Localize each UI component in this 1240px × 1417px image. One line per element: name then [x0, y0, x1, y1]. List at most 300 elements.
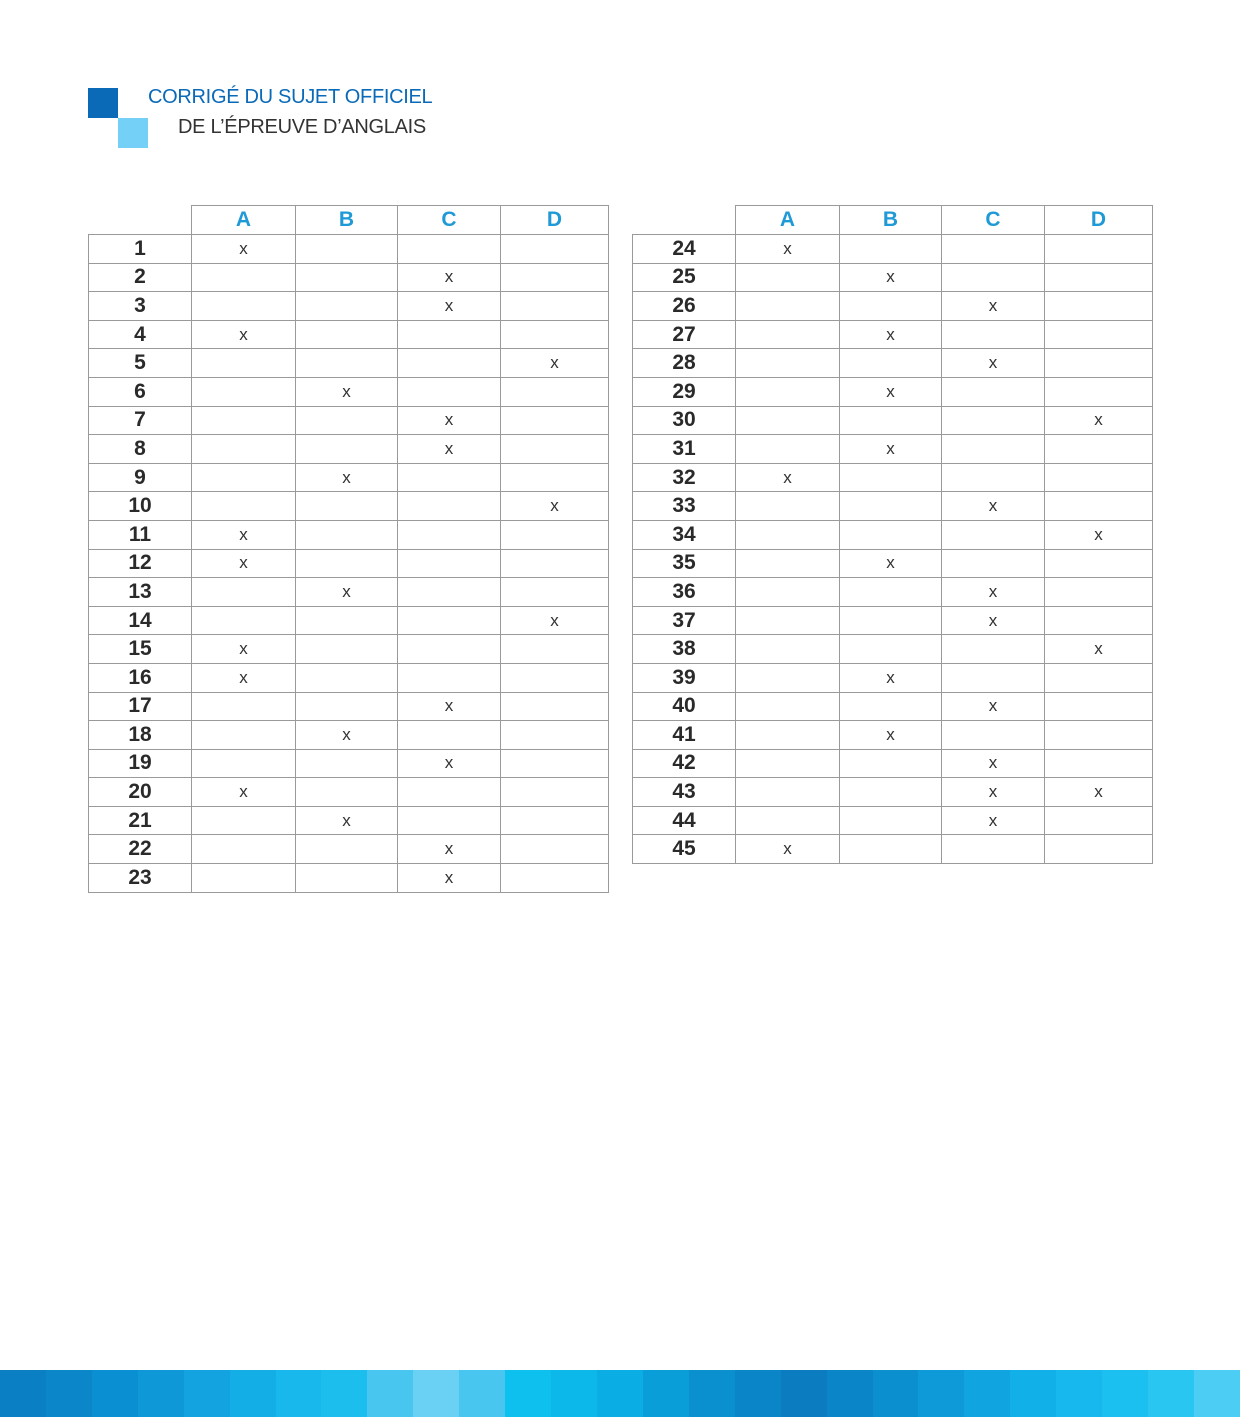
answer-cell-d [501, 778, 609, 807]
question-number: 9 [89, 463, 192, 492]
title-line-2: DE L’ÉPREUVE D’ANGLAIS [178, 116, 426, 138]
answer-cell-d [1045, 377, 1153, 406]
question-row [633, 606, 1153, 635]
question-number: 6 [89, 377, 192, 406]
question-number: 3 [89, 292, 192, 321]
answer-cell-a [736, 520, 840, 549]
question-row [89, 635, 609, 664]
question-row [633, 835, 1153, 864]
answer-cell-c [942, 549, 1045, 578]
answer-cell-d [1045, 578, 1153, 607]
question-row [633, 492, 1153, 521]
answer-cell-a: x [192, 320, 296, 349]
answer-cell-a: x [736, 463, 840, 492]
answer-cell-a: x [192, 663, 296, 692]
answer-cell-a [192, 692, 296, 721]
question-number: 5 [89, 349, 192, 378]
answer-cell-c: x [398, 692, 501, 721]
bar-segment [230, 1370, 276, 1417]
question-row [89, 349, 609, 378]
bar-segment [1194, 1370, 1240, 1417]
question-row [89, 292, 609, 321]
answer-cell-d [501, 235, 609, 264]
answer-cell-a: x [192, 520, 296, 549]
answer-cell-b: x [296, 578, 398, 607]
bar-segment [689, 1370, 735, 1417]
question-number: 35 [633, 549, 736, 578]
column-header-a: A [192, 206, 296, 235]
answer-cell-d [501, 806, 609, 835]
question-row [89, 520, 609, 549]
question-row [89, 578, 609, 607]
question-number: 18 [89, 721, 192, 750]
question-row [633, 721, 1153, 750]
bar-segment [551, 1370, 597, 1417]
answer-cell-d [1045, 492, 1153, 521]
answer-cell-b [840, 235, 942, 264]
answer-cell-b [296, 435, 398, 464]
answer-cell-d [501, 263, 609, 292]
answer-cell-a [192, 578, 296, 607]
answer-cell-a [736, 492, 840, 521]
question-number: 20 [89, 778, 192, 807]
answer-cell-b: x [296, 806, 398, 835]
question-number: 33 [633, 492, 736, 521]
answer-cell-c [942, 463, 1045, 492]
question-row [633, 377, 1153, 406]
answer-cell-c: x [942, 349, 1045, 378]
question-row [89, 864, 609, 893]
answer-cell-d [501, 635, 609, 664]
answer-cell-b: x [296, 377, 398, 406]
question-row [89, 663, 609, 692]
question-row [89, 463, 609, 492]
answer-cell-a [192, 377, 296, 406]
answer-cell-a [192, 721, 296, 750]
bar-segment [643, 1370, 689, 1417]
answer-cell-c: x [942, 606, 1045, 635]
answer-cell-d [1045, 320, 1153, 349]
answer-cell-a [192, 263, 296, 292]
answer-cell-a [192, 749, 296, 778]
question-row [89, 406, 609, 435]
answer-cell-d [1045, 435, 1153, 464]
answer-cell-a: x [736, 835, 840, 864]
answer-cell-a [192, 292, 296, 321]
question-number: 29 [633, 377, 736, 406]
answer-cell-c [942, 663, 1045, 692]
question-number: 26 [633, 292, 736, 321]
bar-segment [413, 1370, 459, 1417]
question-number: 12 [89, 549, 192, 578]
answer-cell-b [296, 235, 398, 264]
answer-cell-a [736, 377, 840, 406]
answer-cell-b [840, 749, 942, 778]
answer-cell-a [736, 721, 840, 750]
question-number: 41 [633, 721, 736, 750]
answer-cell-a [192, 349, 296, 378]
answer-cell-b [840, 806, 942, 835]
answer-cell-c [398, 463, 501, 492]
column-header-d: D [501, 206, 609, 235]
answer-cell-a [736, 806, 840, 835]
question-number: 14 [89, 606, 192, 635]
question-row [89, 492, 609, 521]
answer-cell-d [1045, 463, 1153, 492]
answer-cell-a [736, 578, 840, 607]
answer-cell-d [1045, 663, 1153, 692]
question-row [89, 435, 609, 464]
answer-cell-b [296, 292, 398, 321]
answer-cell-b [296, 406, 398, 435]
answer-cell-d [501, 520, 609, 549]
answer-cell-c: x [942, 492, 1045, 521]
answer-cell-c [942, 320, 1045, 349]
column-header-c: C [398, 206, 501, 235]
bar-segment [321, 1370, 367, 1417]
question-number: 38 [633, 635, 736, 664]
bar-segment [138, 1370, 184, 1417]
answer-cell-b [840, 292, 942, 321]
title-line-1: CORRIGÉ DU SUJET OFFICIEL [148, 86, 433, 108]
answer-cell-c [942, 235, 1045, 264]
answer-cell-a [736, 349, 840, 378]
question-number: 15 [89, 635, 192, 664]
question-row [633, 806, 1153, 835]
question-number: 27 [633, 320, 736, 349]
answer-cell-d [1045, 806, 1153, 835]
question-row [89, 377, 609, 406]
answer-cell-d [1045, 749, 1153, 778]
answer-cell-a [736, 663, 840, 692]
answer-cell-d [501, 692, 609, 721]
question-row [633, 263, 1153, 292]
answer-cell-d [501, 721, 609, 750]
answer-cell-c [398, 606, 501, 635]
answer-cell-c [398, 806, 501, 835]
answer-cell-c: x [942, 749, 1045, 778]
answer-cell-c [942, 406, 1045, 435]
answer-cell-b [840, 578, 942, 607]
question-row [633, 692, 1153, 721]
answer-cell-b [840, 520, 942, 549]
question-number: 23 [89, 864, 192, 893]
answer-cell-b [296, 663, 398, 692]
question-number: 4 [89, 320, 192, 349]
answer-cell-a [192, 406, 296, 435]
question-number: 11 [89, 520, 192, 549]
question-number: 22 [89, 835, 192, 864]
question-number: 19 [89, 749, 192, 778]
question-number: 21 [89, 806, 192, 835]
question-number: 17 [89, 692, 192, 721]
answer-cell-c [398, 492, 501, 521]
answer-cell-c [398, 377, 501, 406]
question-row [633, 635, 1153, 664]
column-header-a: A [736, 206, 840, 235]
answer-cell-a [736, 692, 840, 721]
question-number: 34 [633, 520, 736, 549]
answer-cell-d [1045, 549, 1153, 578]
answer-cell-d [1045, 235, 1153, 264]
answer-cell-d: x [1045, 778, 1153, 807]
answer-cell-d: x [501, 492, 609, 521]
answer-cell-b: x [840, 320, 942, 349]
answer-cell-a [736, 778, 840, 807]
answer-cell-c: x [942, 806, 1045, 835]
answer-cell-d [501, 292, 609, 321]
answer-cell-a [736, 320, 840, 349]
bottom-decorative-bar [0, 1370, 1240, 1417]
question-number: 32 [633, 463, 736, 492]
answer-cell-d [501, 406, 609, 435]
answer-cell-d [1045, 292, 1153, 321]
question-number: 8 [89, 435, 192, 464]
answer-cell-a [736, 263, 840, 292]
question-row [633, 320, 1153, 349]
answer-cell-c [942, 377, 1045, 406]
question-number: 24 [633, 235, 736, 264]
bar-segment [1102, 1370, 1148, 1417]
bar-segment [918, 1370, 964, 1417]
answer-cell-b [840, 635, 942, 664]
answer-cell-c: x [398, 263, 501, 292]
answer-cell-b [296, 320, 398, 349]
logo-dark-square [88, 88, 118, 118]
bar-segment [827, 1370, 873, 1417]
answer-cell-b: x [840, 721, 942, 750]
answer-cell-b: x [840, 263, 942, 292]
answer-cell-b [296, 778, 398, 807]
question-number: 28 [633, 349, 736, 378]
bar-segment [276, 1370, 322, 1417]
answer-cell-d [501, 320, 609, 349]
answer-cell-a [736, 549, 840, 578]
question-row [633, 435, 1153, 464]
answer-cell-d: x [1045, 406, 1153, 435]
bar-segment [735, 1370, 781, 1417]
answer-cell-d [1045, 692, 1153, 721]
answer-cell-a [736, 606, 840, 635]
question-row [633, 235, 1153, 264]
question-number: 39 [633, 663, 736, 692]
bar-segment [184, 1370, 230, 1417]
bar-segment [1056, 1370, 1102, 1417]
answer-cell-a [736, 749, 840, 778]
question-row [89, 721, 609, 750]
question-number: 45 [633, 835, 736, 864]
answer-cell-d [1045, 349, 1153, 378]
answer-cell-c [398, 235, 501, 264]
answer-cell-c: x [398, 406, 501, 435]
answer-cell-d [501, 749, 609, 778]
bar-segment [46, 1370, 92, 1417]
answer-cell-b [840, 492, 942, 521]
answer-cell-b [840, 349, 942, 378]
bar-segment [1148, 1370, 1194, 1417]
question-number: 36 [633, 578, 736, 607]
answer-cell-c [942, 520, 1045, 549]
answer-cell-a [192, 606, 296, 635]
answer-cell-c [398, 549, 501, 578]
answer-cell-b: x [840, 549, 942, 578]
answer-cell-a: x [736, 235, 840, 264]
answer-cell-a [736, 406, 840, 435]
question-number: 1 [89, 235, 192, 264]
answer-cell-c: x [398, 749, 501, 778]
question-row [633, 463, 1153, 492]
answer-cell-d: x [1045, 520, 1153, 549]
answer-cell-b [296, 864, 398, 893]
question-row [89, 806, 609, 835]
answer-cell-b [296, 749, 398, 778]
answer-cell-c [942, 263, 1045, 292]
header-blank [633, 206, 736, 235]
answer-cell-b [296, 549, 398, 578]
question-number: 13 [89, 578, 192, 607]
answer-cell-c [942, 835, 1045, 864]
answer-cell-c: x [942, 292, 1045, 321]
question-row [89, 263, 609, 292]
answer-cell-a [192, 435, 296, 464]
answer-cell-c: x [942, 778, 1045, 807]
question-row [633, 349, 1153, 378]
answer-cell-a: x [192, 235, 296, 264]
answer-cell-d: x [501, 606, 609, 635]
question-number: 43 [633, 778, 736, 807]
answer-cell-a: x [192, 635, 296, 664]
bar-segment [505, 1370, 551, 1417]
question-number: 31 [633, 435, 736, 464]
answer-cell-b [296, 492, 398, 521]
question-row [633, 578, 1153, 607]
question-number: 10 [89, 492, 192, 521]
question-row [633, 749, 1153, 778]
question-row [89, 692, 609, 721]
question-row [633, 663, 1153, 692]
answer-cell-a [192, 463, 296, 492]
column-header-d: D [1045, 206, 1153, 235]
bar-segment [873, 1370, 919, 1417]
answer-cell-d [1045, 835, 1153, 864]
bar-segment [0, 1370, 46, 1417]
answer-cell-b [296, 835, 398, 864]
answer-cell-d [1045, 263, 1153, 292]
answer-table-left [88, 205, 609, 893]
answer-cell-b [296, 520, 398, 549]
answer-cell-c [398, 349, 501, 378]
column-header-b: B [840, 206, 942, 235]
bar-segment [1010, 1370, 1056, 1417]
answer-cell-b [840, 463, 942, 492]
answer-cell-c [398, 663, 501, 692]
answer-cell-b [840, 692, 942, 721]
answer-cell-c [398, 778, 501, 807]
question-number: 7 [89, 406, 192, 435]
answer-cell-c: x [398, 835, 501, 864]
answer-cell-d [501, 835, 609, 864]
answer-cell-d: x [501, 349, 609, 378]
answer-cell-b [296, 635, 398, 664]
answer-cell-a: x [192, 549, 296, 578]
column-header-b: B [296, 206, 398, 235]
answer-cell-c [398, 578, 501, 607]
answer-cell-b [296, 606, 398, 635]
question-number: 37 [633, 606, 736, 635]
question-row [89, 606, 609, 635]
question-number: 44 [633, 806, 736, 835]
answer-cell-b [296, 349, 398, 378]
answer-cell-b [296, 692, 398, 721]
answer-cell-b [296, 263, 398, 292]
answer-cell-c [398, 635, 501, 664]
answer-cell-a: x [192, 778, 296, 807]
answer-cell-d [1045, 721, 1153, 750]
answer-cell-c [398, 520, 501, 549]
answer-cell-c: x [398, 864, 501, 893]
answer-cell-b: x [840, 663, 942, 692]
question-row [633, 406, 1153, 435]
answer-cell-a [736, 435, 840, 464]
answer-cell-c: x [398, 292, 501, 321]
bar-segment [367, 1370, 413, 1417]
answer-cell-b: x [296, 463, 398, 492]
question-row [89, 549, 609, 578]
question-row [89, 235, 609, 264]
question-number: 25 [633, 263, 736, 292]
answer-cell-b: x [840, 435, 942, 464]
answer-table-right [632, 205, 1153, 864]
question-row [89, 835, 609, 864]
answer-cell-a [192, 806, 296, 835]
question-row [633, 778, 1153, 807]
answer-cell-a [736, 635, 840, 664]
header-blank [89, 206, 192, 235]
answer-cell-d [501, 663, 609, 692]
question-number: 40 [633, 692, 736, 721]
answer-cell-c [398, 320, 501, 349]
answer-cell-b: x [840, 377, 942, 406]
answer-cell-d [501, 864, 609, 893]
answer-cell-c [942, 721, 1045, 750]
answer-cell-c: x [398, 435, 501, 464]
answer-cell-c [942, 435, 1045, 464]
answer-cell-d [501, 435, 609, 464]
answer-cell-d [501, 578, 609, 607]
bar-segment [459, 1370, 505, 1417]
answer-cell-d [501, 377, 609, 406]
bar-segment [781, 1370, 827, 1417]
answer-cell-c [942, 635, 1045, 664]
answer-cell-d: x [1045, 635, 1153, 664]
question-number: 42 [633, 749, 736, 778]
question-row [633, 292, 1153, 321]
answer-cell-a [192, 835, 296, 864]
answer-cell-c: x [942, 692, 1045, 721]
answer-cell-d [501, 549, 609, 578]
question-row [633, 520, 1153, 549]
answer-cell-d [1045, 606, 1153, 635]
question-row [89, 778, 609, 807]
answer-cell-c: x [942, 578, 1045, 607]
answer-cell-a [736, 292, 840, 321]
question-row [89, 320, 609, 349]
answer-cell-b: x [296, 721, 398, 750]
answer-cell-c [398, 721, 501, 750]
answer-cell-b [840, 778, 942, 807]
question-row [89, 749, 609, 778]
answer-cell-b [840, 606, 942, 635]
